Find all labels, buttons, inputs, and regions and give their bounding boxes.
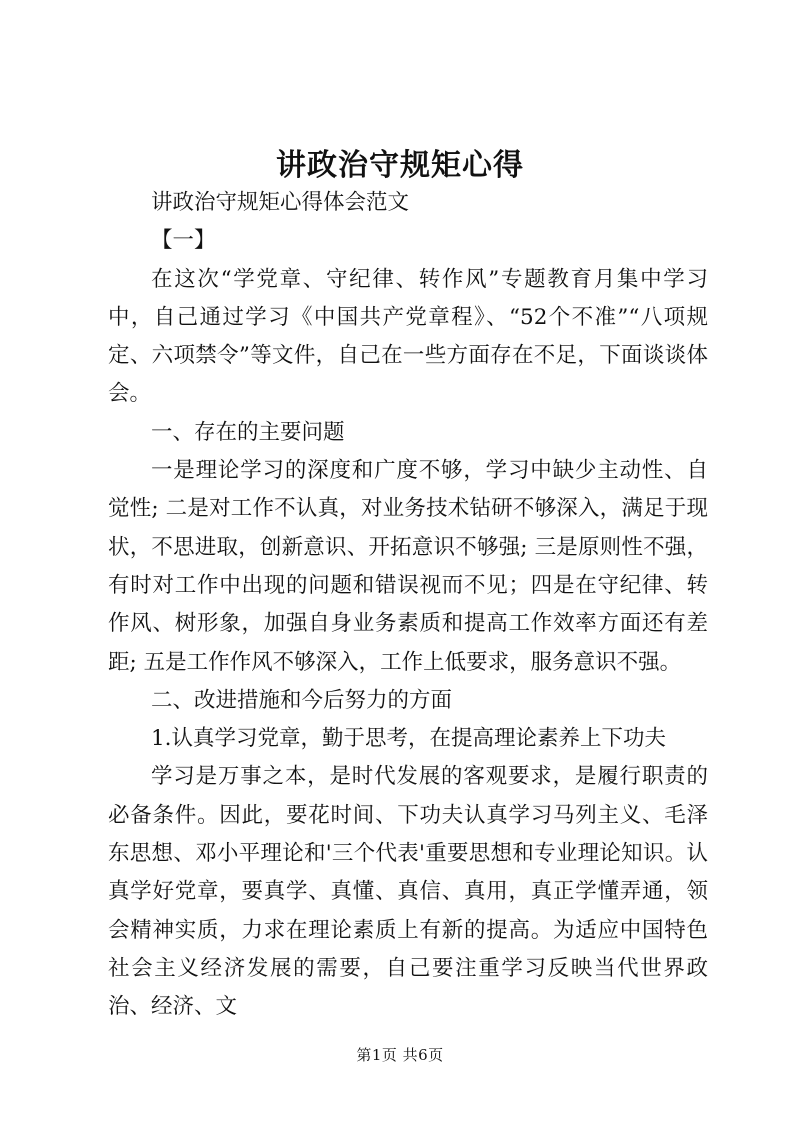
page-footer: 第1页 共6页: [356, 1046, 444, 1064]
paragraph: 一是理论学习的深度和广度不够，学习中缺少主动性、自觉性; 二是对工作不认真，对业务技术钻研不够深入，满足于现状，不思进取，创新意识、开拓意识不够强; 三是原则性不强，有时对工作中出现的问题和错误视而不见；四是在守纪律、转作风、树形象，加强自身业务素质和提高工作效率方面还有差距; 五是工作作风不够深入，工作上低要求，服务意识不强。: [108, 458, 708, 675]
section-marker: 【一】: [151, 228, 216, 254]
document-body: [108, 184, 708, 1027]
section-heading: 二、改进措施和今后努力的方面: [151, 687, 453, 713]
paragraph: 在这次“学党章、守纪律、转作风”专题教育月集中学习中，自己通过学习《中国共产党章程》、“52个不准”“八项规定、六项禁令”等文件，自己在一些方面存在不足，下面谈谈体会。: [108, 266, 708, 407]
paragraph: 学习是万事之本，是时代发展的客观要求，是履行职责的必备条件。因此，要花时间、下功夫认真学习马列主义、毛泽东思想、邓小平理论和'三个代表'重要思想和专业理论知识。认真学好党章，要真学、真懂、真信、真用，真正学懂弄通，领会精神实质，力求在理论素质上有新的提高。为适应中国特色社会主义经济发展的需要，自己要注重学习反映当代世界政治、经济、文: [108, 764, 708, 1020]
subsection-heading: 1.认真学习党章，勤于思考，在提高理论素养上下功夫: [151, 726, 667, 752]
section-heading: 一、存在的主要问题: [151, 419, 345, 445]
document-subtitle: 讲政治守规矩心得体会范文: [151, 190, 410, 215]
document-title: 讲政治守规矩心得: [276, 148, 524, 183]
